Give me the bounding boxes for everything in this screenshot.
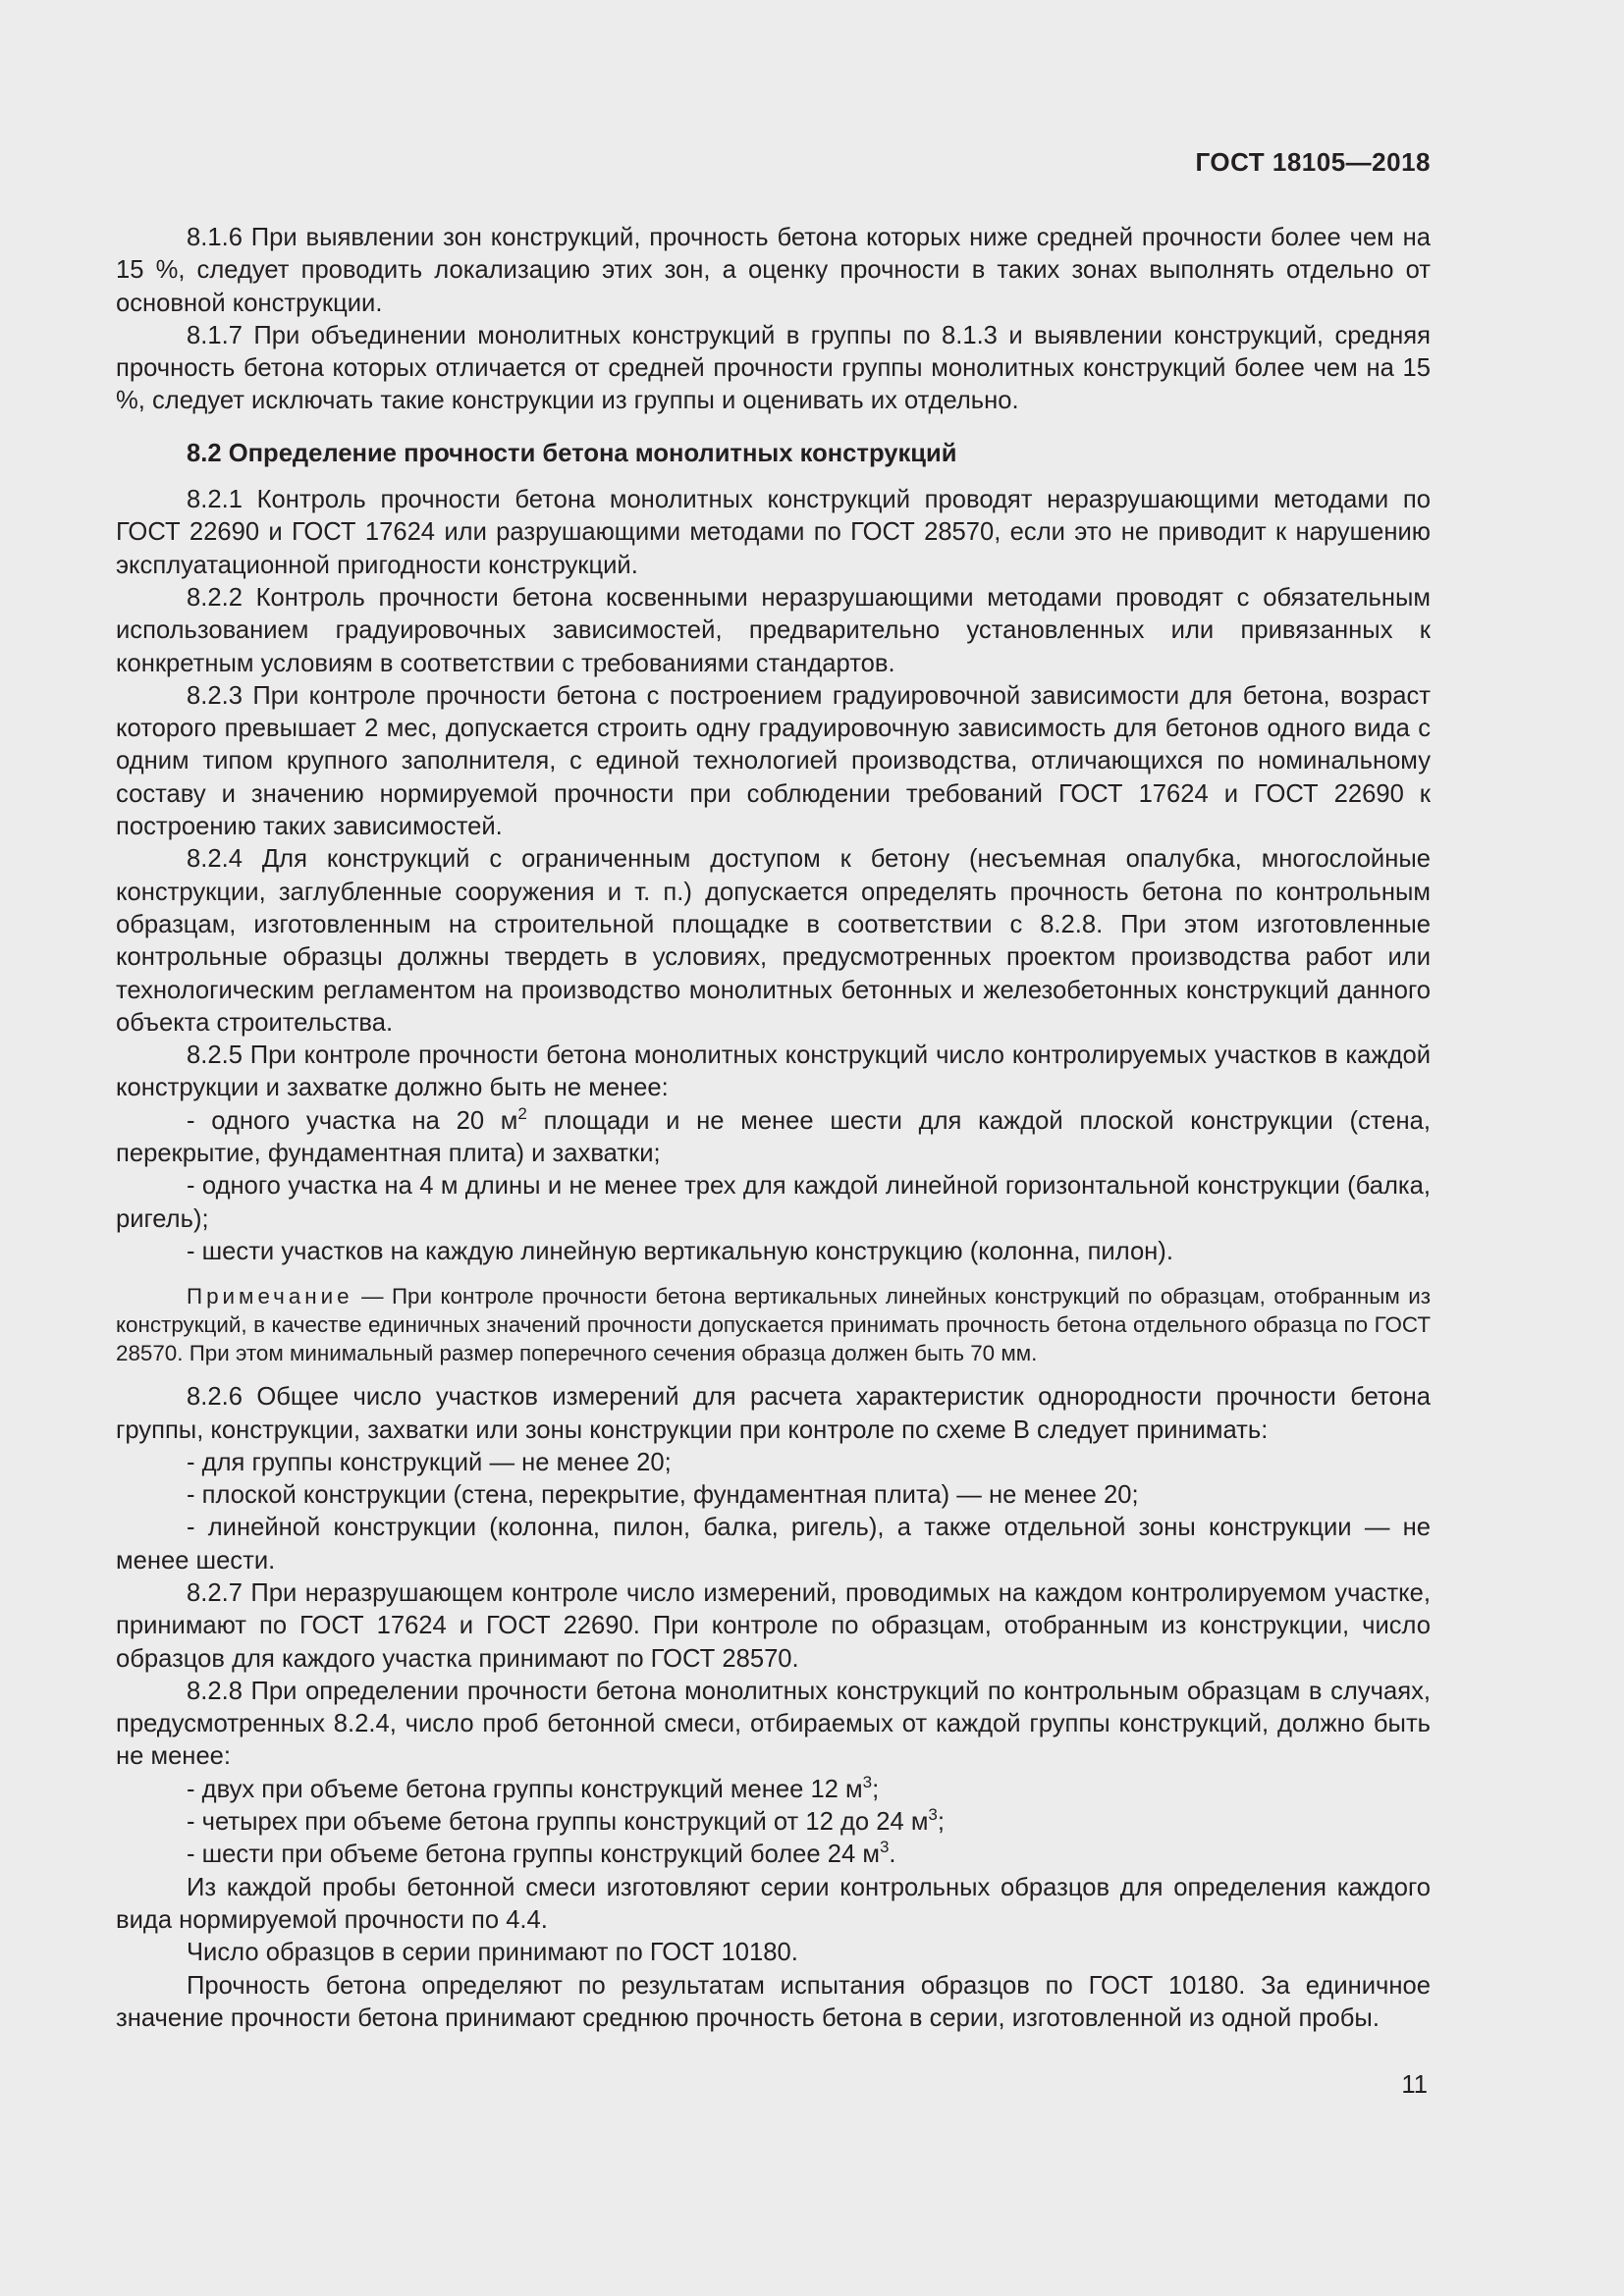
note [116,1282,1431,1367]
list-item-linear: - линейной конструкции (колонна, пилон, балка, ригель), а также отдельной зоны конструкции — не менее шести. [116,1514,1431,1575]
list-item-four-end: ; [937,1808,946,1837]
list-item-six-samples [116,1839,1431,1871]
list-item-area-text: - одного участка на 20 м [187,1106,518,1135]
paragraph-8-1-7: 8.1.7 При объединении монолитных конструкций в группы по 8.1.3 и выявлении конструкций, средняя прочность бетона которых отличается от средней прочности группы монолитных конструкций более чем на 15 %, следует исключать такие конструкции из группы и оценивать их отдельно. [116,321,1431,415]
list-item-six-text: - шести при объеме бетона группы конструкций более 24 м [187,1841,880,1869]
list-item-two-samples [116,1774,1431,1806]
list-item-group: - для группы конструкций — не менее 20; [187,1448,672,1476]
paragraph-8-2-1: 8.2.1 Контроль прочности бетона монолитных конструкций проводят неразрушающими методами по ГОСТ 22690 и ГОСТ 17624 или разрушающими методами по ГОСТ 28570, если это не приводит к нарушению эксплуатационной пригодности конструкций. [116,486,1431,579]
list-item-area [116,1105,1431,1171]
list-item-two-end: ; [872,1775,880,1803]
list-item-two-text: - двух при объеме бетона группы конструкций менее 12 м [187,1775,863,1803]
list-item-four-samples [116,1806,1431,1839]
note-label: Примечание [187,1284,353,1309]
superscript: 2 [517,1103,527,1123]
superscript: 3 [928,1805,938,1825]
paragraph-8-2-7: 8.2.7 При неразрушающем контроле число измерений, проводимых на каждом контролируемом участке, принимают по ГОСТ 17624 и ГОСТ 22690. При контроле по образцам, отобранным из конструкции, число образцов для каждого участка принимают по ГОСТ 28570. [116,1578,1431,1673]
paragraph-strength: Прочность бетона определяют по результатам испытания образцов по ГОСТ 10180. За единичное значение прочности бетона принимают среднюю прочность бетона в серии, изготовленной из одной пробы. [116,1971,1431,2032]
paragraph-sample-count: Число образцов в серии принимают по ГОСТ 10180. [187,1939,798,1967]
list-item-flat: - плоской конструкции (стена, перекрытие, фундаментная плита) — не менее 20; [187,1481,1139,1510]
paragraph-8-2-8: 8.2.8 При определении прочности бетона монолитных конструкций по контрольным образцам в случаях, предусмотренных 8.2.4, число проб бетонной смеси, отбираемых от каждой группы конструкций, должно быть не менее: [116,1677,1431,1771]
superscript: 3 [862,1772,873,1791]
page-number: 11 [1401,2071,1428,2099]
list-item-four-text: - четырех при объеме бетона группы конструкций от 12 до 24 м [187,1808,929,1837]
list-item-vertical: - шести участков на каждую линейную вертикальную конструкцию (колонна, пилон). [187,1237,1173,1265]
section-heading-8-2: 8.2 Определение прочности бетона монолитных конструкций [187,439,957,467]
superscript: 3 [879,1838,890,1857]
list-item-length: - одного участка на 4 м длины и не менее трех для каждой линейной горизонтальной конструкции (балка, ригель); [116,1172,1431,1233]
list-item-area-rest: площади и не менее шести для каждой плоской конструкции (стена, перекрытие, фундаментная плита) и захватки; [116,1106,1431,1168]
paragraph-8-1-6: 8.1.6 При выявлении зон конструкций, прочность бетона которых ниже средней прочности более чем на 15 %, следует проводить локализацию этих зон, а оценку прочности в таких зонах выполнять отдельно от основной конструкции. [116,224,1431,317]
paragraph-8-2-6: 8.2.6 Общее число участков измерений для расчета характеристик однородности прочности бетона группы, конструкции, захватки или зоны конструкции при контроле по схеме В следует принимать: [116,1383,1431,1444]
paragraph-8-2-5: 8.2.5 При контроле прочности бетона монолитных конструкций число контролируемых участков в каждой конструкции и захватке должно быть не менее: [116,1041,1431,1102]
document-body [116,222,1431,2035]
standard-header: ГОСТ 18105—2018 [1195,147,1431,177]
note-text: — При контроле прочности бетона вертикальных линейных конструкций по образцам, отобранным из конструкций, в качестве единичных значений прочности допускается принимать прочность бетона отдельного образца по ГОСТ 28570. При этом минимальный размер поперечного сечения образца должен быть 70 мм. [116,1284,1431,1366]
list-item-six-end: . [889,1841,896,1869]
paragraph-8-2-3: 8.2.3 При контроле прочности бетона с построением градуировочной зависимости для бетона, возраст которого превышает 2 мес, допускается строить одну градуировочную зависимость для бетонов одного вида с одним типом крупного заполнителя, с единой технологией производства, отличающихся по номинальному составу и значению нормируемой прочности при соблюдении требований ГОСТ 17624 и ГОСТ 22690 к построению таких зависимостей. [116,681,1431,841]
paragraph-8-2-4: 8.2.4 Для конструкций с ограниченным доступом к бетону (несъемная опалубка, многослойные конструкции, заглубленные сооружения и т. п.) допускается определять прочность бетона по контрольным образцам, изготовленным на строительной площадке в соответствии с 8.2.8. При этом изготовленные контрольные образцы должны твердеть в условиях, предусмотренных проектом производства работ или технологическим регламентом на производство монолитных бетонных и железобетонных конструкций данного объекта строительства. [116,845,1431,1037]
paragraph-series: Из каждой пробы бетонной смеси изготовляют серии контрольных образцов для определения каждого вида нормируемой прочности по 4.4. [116,1873,1431,1934]
paragraph-8-2-2: 8.2.2 Контроль прочности бетона косвенными неразрушающими методами проводят с обязательным использованием градуировочных зависимостей, предварительно установленных или привязанных к конкретным условиям в соответствии с требованиями стандартов. [116,583,1431,677]
